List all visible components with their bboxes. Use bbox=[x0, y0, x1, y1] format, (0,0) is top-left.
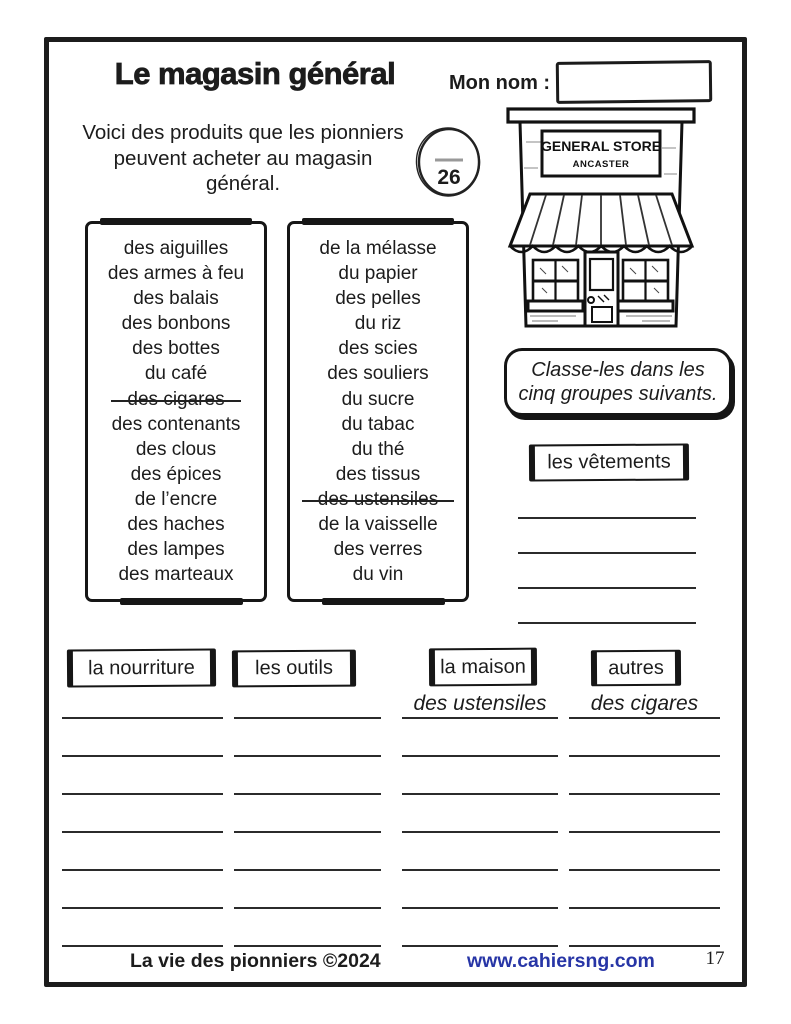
page-title: Le magasin général bbox=[114, 56, 396, 91]
product-item: des marteaux bbox=[118, 564, 234, 586]
product-item: des armes à feu bbox=[107, 263, 245, 285]
answer-line[interactable] bbox=[234, 681, 381, 719]
answer-line[interactable] bbox=[234, 871, 381, 909]
answer-line[interactable] bbox=[402, 681, 558, 719]
answer-lines-vetements bbox=[518, 484, 696, 624]
product-item: des clous bbox=[135, 438, 217, 460]
answer-line[interactable] bbox=[62, 719, 223, 757]
answer-line[interactable] bbox=[518, 589, 696, 624]
footer-website-link[interactable]: www.cahiersng.com bbox=[467, 950, 655, 972]
answer-line[interactable] bbox=[569, 757, 720, 795]
footer-copyright: La vie des pionniers ©2024 bbox=[130, 950, 381, 972]
product-item: des bonbons bbox=[121, 313, 231, 335]
list-row bbox=[88, 261, 264, 286]
answer-text: des cigares bbox=[590, 692, 699, 715]
list-row bbox=[88, 361, 264, 386]
product-item: des tissus bbox=[335, 463, 421, 485]
list-row bbox=[290, 261, 466, 286]
list-row bbox=[290, 361, 466, 386]
list-row bbox=[290, 487, 466, 512]
name-input-box[interactable] bbox=[556, 60, 713, 104]
list-row bbox=[88, 462, 264, 487]
answer-line[interactable] bbox=[234, 909, 381, 947]
answer-lines-maison bbox=[402, 681, 558, 947]
score-total: 26 bbox=[437, 166, 461, 189]
answer-line[interactable] bbox=[62, 833, 223, 871]
list-row bbox=[290, 462, 466, 487]
list-row bbox=[88, 437, 264, 462]
list-row bbox=[88, 562, 264, 587]
answer-text: des ustensiles bbox=[413, 692, 547, 715]
list-row bbox=[88, 537, 264, 562]
answer-line[interactable] bbox=[234, 795, 381, 833]
category-label-autres: autres bbox=[591, 650, 681, 687]
list-row bbox=[290, 537, 466, 562]
list-row bbox=[88, 286, 264, 311]
product-item: des verres bbox=[333, 539, 423, 561]
product-item: de la vaisselle bbox=[318, 514, 438, 536]
store-sign-name: GENERAL STORE bbox=[540, 138, 662, 154]
product-item: du thé bbox=[351, 438, 405, 460]
product-item: des cigares bbox=[127, 387, 224, 412]
answer-line[interactable] bbox=[402, 757, 558, 795]
list-row bbox=[88, 387, 264, 412]
list-row bbox=[88, 412, 264, 437]
product-item: des balais bbox=[133, 288, 219, 310]
answer-line[interactable] bbox=[62, 871, 223, 909]
product-item: de la mélasse bbox=[319, 238, 437, 259]
answer-line[interactable] bbox=[402, 795, 558, 833]
general-store-illustration bbox=[502, 102, 700, 336]
answer-line[interactable] bbox=[569, 681, 720, 719]
answer-line[interactable] bbox=[234, 833, 381, 871]
product-item: de l’encre bbox=[134, 488, 218, 510]
answer-line[interactable] bbox=[518, 554, 696, 589]
score-badge bbox=[413, 124, 485, 200]
product-item: du papier bbox=[338, 263, 418, 285]
list-row bbox=[290, 387, 466, 412]
answer-line[interactable] bbox=[402, 871, 558, 909]
list-row bbox=[290, 311, 466, 336]
answer-lines-outils bbox=[234, 681, 381, 947]
list-row bbox=[88, 336, 264, 361]
answer-line[interactable] bbox=[234, 757, 381, 795]
answer-line[interactable] bbox=[234, 719, 381, 757]
answer-line[interactable] bbox=[62, 795, 223, 833]
product-item: des haches bbox=[127, 514, 225, 536]
answer-line[interactable] bbox=[569, 871, 720, 909]
list-row bbox=[290, 286, 466, 311]
answer-line[interactable] bbox=[62, 681, 223, 719]
product-item: des scies bbox=[338, 338, 418, 360]
answer-line[interactable] bbox=[569, 719, 720, 757]
answer-line[interactable] bbox=[62, 909, 223, 947]
answer-line[interactable] bbox=[569, 795, 720, 833]
category-label-nourriture: la nourriture bbox=[67, 648, 216, 687]
list-row bbox=[88, 487, 264, 512]
product-item: des bottes bbox=[132, 338, 220, 360]
product-item: des lampes bbox=[127, 539, 225, 561]
list-row bbox=[290, 562, 466, 587]
category-label-vetements: les vêtements bbox=[529, 443, 689, 481]
category-label-outils: les outils bbox=[232, 650, 356, 688]
list-row bbox=[290, 336, 466, 361]
product-item: du café bbox=[144, 363, 208, 385]
category-label-maison: la maison bbox=[429, 648, 537, 687]
answer-line[interactable] bbox=[402, 833, 558, 871]
product-item: des aiguilles bbox=[123, 238, 229, 259]
product-list-right bbox=[287, 221, 469, 602]
answer-line[interactable] bbox=[402, 909, 558, 947]
answer-lines-autres bbox=[569, 681, 720, 947]
list-row bbox=[88, 311, 264, 336]
answer-line[interactable] bbox=[402, 719, 558, 757]
product-item: des souliers bbox=[327, 363, 429, 385]
list-row bbox=[290, 236, 466, 261]
product-item: des contenants bbox=[111, 413, 241, 435]
answer-line[interactable] bbox=[62, 757, 223, 795]
intro-paragraph: Voici des produits que les pionniers peuvent acheter au magasin général. bbox=[82, 121, 404, 196]
answer-line[interactable] bbox=[518, 519, 696, 554]
page-number: 17 bbox=[705, 948, 725, 969]
answer-lines-nourriture bbox=[62, 681, 223, 947]
product-item: des ustensiles bbox=[318, 487, 438, 512]
list-row bbox=[88, 512, 264, 537]
name-label: Mon nom : bbox=[449, 72, 551, 94]
product-item: du sucre bbox=[341, 388, 415, 410]
list-row bbox=[290, 437, 466, 462]
answer-line[interactable] bbox=[518, 484, 696, 519]
product-item: du tabac bbox=[341, 413, 415, 435]
list-row bbox=[290, 412, 466, 437]
answer-line[interactable] bbox=[569, 833, 720, 871]
list-row bbox=[88, 236, 264, 261]
product-list-left bbox=[85, 221, 267, 602]
product-item: du riz bbox=[354, 313, 402, 335]
answer-line[interactable] bbox=[569, 909, 720, 947]
store-sign-location: ANCASTER bbox=[572, 159, 630, 170]
store-door-knob bbox=[588, 297, 594, 303]
product-item: du vin bbox=[352, 564, 404, 586]
product-item: des épices bbox=[130, 463, 222, 485]
product-item: des pelles bbox=[335, 288, 421, 310]
instruction-bubble: Classe-les dans les cinq groupes suivants. bbox=[504, 348, 732, 416]
list-row bbox=[290, 512, 466, 537]
